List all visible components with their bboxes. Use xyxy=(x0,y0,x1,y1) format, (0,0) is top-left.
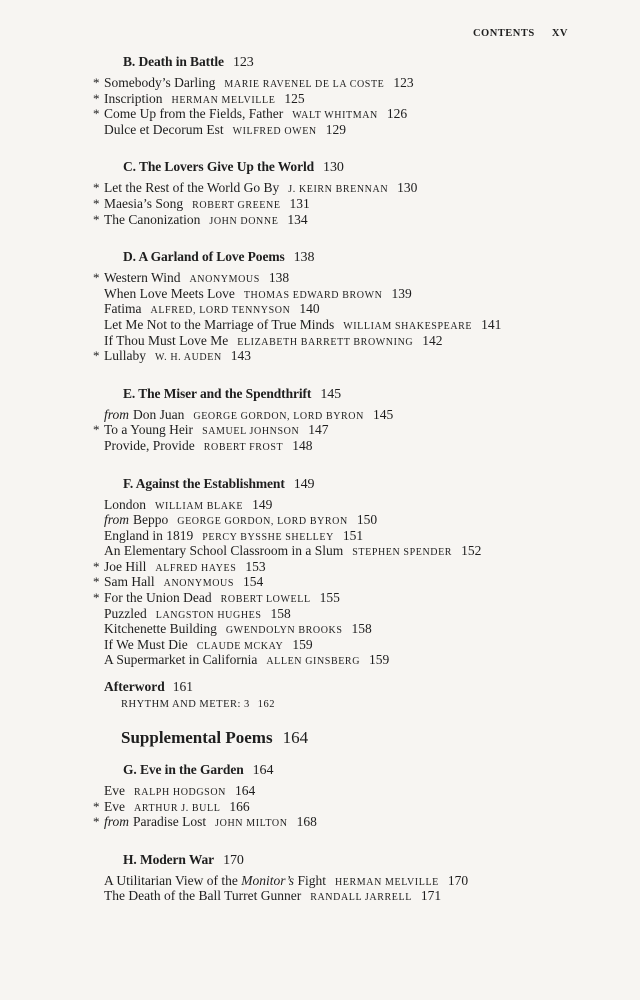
asterisk-marker: * xyxy=(93,270,100,286)
toc-entry xyxy=(93,348,640,364)
entry-page: 153 xyxy=(245,558,266,574)
entry-page: 142 xyxy=(422,332,443,348)
entry-author: ROBERT LOWELL xyxy=(220,594,311,606)
entry-author: ARTHUR J. BULL xyxy=(134,802,221,814)
section-heading xyxy=(123,470,640,497)
entry-author: HERMAN MELVILLE xyxy=(334,876,439,888)
afterword-page: 161 xyxy=(172,679,193,695)
entry-title: London xyxy=(104,496,146,512)
entry-title: If Thou Must Love Me xyxy=(104,332,229,348)
entry-title: Dulce et Decorum Est xyxy=(104,121,224,137)
toc-entry xyxy=(93,558,640,575)
entry-page: 149 xyxy=(252,496,273,512)
running-header-title: CONTENTS xyxy=(472,28,535,39)
toc-entry xyxy=(104,606,640,622)
entry-title: Paradise Lost xyxy=(133,814,207,830)
entry-title-italic: Monitor’s xyxy=(241,872,295,888)
asterisk-marker: * xyxy=(93,574,100,590)
afterword-heading xyxy=(104,678,640,696)
entry-author: GWENDOLYN BROOKS xyxy=(225,625,343,637)
entry-author: WILLIAM BLAKE xyxy=(155,500,244,512)
entry-author: RANDALL JARRELL xyxy=(310,892,412,904)
entry-author: HERMAN MELVILLE xyxy=(171,94,276,106)
entry-title: Eve xyxy=(104,798,125,814)
supplemental-heading xyxy=(121,720,640,756)
toc-section xyxy=(0,153,640,227)
entry-author: CLAUDE MCKAY xyxy=(196,640,284,652)
entry-page: 158 xyxy=(351,621,372,637)
entry-title: Fatima xyxy=(104,301,142,317)
entry-title: A Supermarket in California xyxy=(104,652,258,668)
entry-author: ALFRED, LORD TENNYSON xyxy=(150,305,291,317)
afterword-sub-page: 162 xyxy=(257,699,276,711)
entry-author: THOMAS EDWARD BROWN xyxy=(243,289,383,301)
entry-author: SAMUEL JOHNSON xyxy=(202,426,300,438)
entry-page: 141 xyxy=(481,316,502,332)
entry-author: ALFRED HAYES xyxy=(155,562,237,574)
entry-title: For the Union Dead xyxy=(104,590,212,606)
supplemental-title: Supplemental Poems xyxy=(121,728,273,748)
entry-title: Kitchenette Building xyxy=(104,621,217,637)
entry-title: Let Me Not to the Marriage of True Minds xyxy=(104,316,335,332)
entry-page: 168 xyxy=(296,814,317,830)
toc-section xyxy=(0,846,640,904)
toc-entry xyxy=(93,814,640,830)
afterword-subentry xyxy=(121,696,640,714)
entry-page: 158 xyxy=(270,605,291,621)
entry-page: 152 xyxy=(461,543,482,559)
entry-page: 138 xyxy=(268,270,290,286)
toc-entry xyxy=(104,407,640,423)
asterisk-marker: * xyxy=(93,558,100,574)
running-header xyxy=(473,28,568,39)
section-page: 130 xyxy=(323,160,344,176)
sections-before-afterword xyxy=(0,48,640,668)
toc-entry xyxy=(93,180,640,196)
entry-title: Don Juan xyxy=(133,406,185,422)
asterisk-marker: * xyxy=(93,180,100,196)
toc-entry xyxy=(104,783,640,799)
entry-author: J. KEIRN BRENNAN xyxy=(288,184,389,196)
section-heading xyxy=(123,846,640,873)
toc-entry xyxy=(104,652,640,668)
toc-entry xyxy=(104,873,640,889)
section-title: D. A Garland of Love Poems xyxy=(123,249,285,265)
section-heading xyxy=(123,243,640,270)
toc-entry xyxy=(104,497,640,513)
entry-page: 159 xyxy=(369,652,390,668)
entry-author: JOHN DONNE xyxy=(209,215,279,227)
entry-page: 130 xyxy=(397,180,418,196)
entry-page: 171 xyxy=(420,888,442,904)
entry-page: 129 xyxy=(325,121,346,137)
section-heading xyxy=(123,48,640,75)
toc-entry xyxy=(93,211,640,228)
entry-title: Sam Hall xyxy=(104,574,155,590)
entry-title: Puzzled xyxy=(104,605,147,621)
entry-prefix: from xyxy=(104,406,130,422)
entry-author: ALLEN GINSBERG xyxy=(266,656,361,668)
toc-entry xyxy=(93,574,640,590)
entry-page: 170 xyxy=(447,872,469,888)
toc-section xyxy=(0,48,640,137)
entry-title: An Elementary School Classroom in a Slum xyxy=(104,543,344,559)
entry-author: LANGSTON HUGHES xyxy=(155,609,262,621)
page-number-roman: XV xyxy=(551,28,568,39)
entry-author: PERCY BYSSHE SHELLEY xyxy=(202,531,334,543)
toc-entry xyxy=(93,75,640,91)
entry-title: Western Wind xyxy=(104,270,181,286)
toc-entry xyxy=(104,333,640,349)
afterword-sub-label: RHYTHM AND METER: 3 xyxy=(121,699,250,711)
entry-author: RALPH HODGSON xyxy=(134,787,226,799)
section-page: 164 xyxy=(252,763,274,779)
entry-title: When Love Meets Love xyxy=(104,285,235,301)
asterisk-marker: * xyxy=(93,211,100,227)
entry-page: 159 xyxy=(292,636,313,652)
asterisk-marker: * xyxy=(93,798,100,814)
section-heading xyxy=(123,153,640,180)
entry-author: WILLIAM SHAKESPEARE xyxy=(343,320,473,332)
entry-prefix: from xyxy=(104,814,130,830)
entry-author: ROBERT GREENE xyxy=(192,199,281,211)
toc-entry xyxy=(93,798,640,815)
entry-page: 134 xyxy=(287,211,308,227)
toc-entry xyxy=(104,122,640,138)
toc-section xyxy=(0,470,640,669)
entry-title: To a Young Heir xyxy=(104,422,194,438)
entry-title: Joe Hill xyxy=(104,558,147,574)
entry-title: Lullaby xyxy=(104,348,146,364)
entry-title: England in 1819 xyxy=(104,527,194,543)
toc-entry xyxy=(104,301,640,317)
entry-title: If We Must Die xyxy=(104,636,188,652)
entry-author: MARIE RAVENEL DE LA COSTE xyxy=(224,79,385,90)
entry-page: 148 xyxy=(292,437,313,453)
section-title: C. The Lovers Give Up the World xyxy=(123,159,315,175)
toc-section xyxy=(0,380,640,454)
entry-page: 155 xyxy=(319,590,340,606)
toc-entry xyxy=(93,422,640,438)
entry-page: 123 xyxy=(393,75,414,90)
entry-author: STEPHEN SPENDER xyxy=(352,547,453,559)
section-page: 138 xyxy=(293,250,315,266)
entry-title: Provide, Provide xyxy=(104,437,195,453)
entry-title: Maesia’s Song xyxy=(104,195,184,211)
asterisk-marker: * xyxy=(93,590,100,606)
entry-author: GEORGE GORDON, LORD BYRON xyxy=(193,410,364,422)
entry-page: 125 xyxy=(284,90,305,106)
asterisk-marker: * xyxy=(93,348,100,364)
section-title: F. Against the Establishment xyxy=(123,475,285,491)
entry-author: JOHN MILTON xyxy=(215,818,288,830)
entry-title: Beppo xyxy=(133,512,169,528)
entry-author: WILFRED OWEN xyxy=(232,125,317,137)
toc-entry xyxy=(93,90,640,107)
entry-author: ANONYMOUS xyxy=(189,274,260,286)
section-title: H. Modern War xyxy=(123,851,215,867)
entry-title: The Canonization xyxy=(104,211,201,227)
entry-title: Somebody’s Darling xyxy=(104,75,216,90)
contents-list xyxy=(0,48,640,920)
section-page: 170 xyxy=(223,852,244,868)
section-heading xyxy=(123,380,640,407)
asterisk-marker: * xyxy=(93,422,100,438)
entry-page: 140 xyxy=(299,301,320,317)
entry-page: 139 xyxy=(391,285,412,301)
section-page: 145 xyxy=(320,386,342,402)
entry-page: 151 xyxy=(342,527,364,543)
afterword-block xyxy=(0,678,640,714)
supplemental-sections xyxy=(0,756,640,904)
entry-page: 166 xyxy=(229,798,250,814)
entry-page: 145 xyxy=(372,406,394,422)
asterisk-marker: * xyxy=(93,106,100,122)
entry-title: Come Up from the Fields, Father xyxy=(104,106,284,122)
toc-entry xyxy=(104,317,640,333)
section-title: G. Eve in the Garden xyxy=(123,762,244,778)
entry-author: W. H. AUDEN xyxy=(155,352,222,364)
toc-entry xyxy=(104,438,640,454)
entry-page: 147 xyxy=(308,422,329,438)
supplemental-page: 164 xyxy=(282,728,309,748)
entry-title: Inscription xyxy=(104,90,163,106)
asterisk-marker: * xyxy=(93,90,100,106)
toc-entry xyxy=(104,637,640,653)
asterisk-marker: * xyxy=(93,75,100,90)
toc-entry xyxy=(104,621,640,637)
section-heading xyxy=(123,756,640,783)
toc-entry xyxy=(104,512,640,528)
toc-entry xyxy=(93,590,640,606)
entry-author: ANONYMOUS xyxy=(163,578,235,590)
toc-entry xyxy=(104,528,640,544)
toc-entry xyxy=(93,195,640,212)
toc-section xyxy=(0,756,640,830)
section-page: 123 xyxy=(232,55,254,70)
entry-page: 150 xyxy=(356,512,378,528)
entry-title-rest: Fight xyxy=(294,872,326,888)
toc-section xyxy=(0,243,640,364)
toc-entry xyxy=(104,543,640,559)
entry-page: 143 xyxy=(230,348,252,364)
afterword-title: Afterword xyxy=(104,679,165,695)
toc-entry xyxy=(104,888,640,904)
entry-page: 164 xyxy=(234,783,256,799)
entry-title: The Death of the Ball Turret Gunner xyxy=(104,888,302,904)
entry-title: Let the Rest of the World Go By xyxy=(104,180,280,196)
entry-author: WALT WHITMAN xyxy=(292,110,378,122)
entry-title: Eve xyxy=(104,783,125,799)
section-title: B. Death in Battle xyxy=(123,54,224,69)
section-page: 149 xyxy=(293,476,315,492)
entry-prefix: from xyxy=(104,512,130,528)
entry-page: 126 xyxy=(386,106,408,122)
entry-title: A Utilitarian View of the xyxy=(104,872,242,888)
asterisk-marker: * xyxy=(93,195,100,211)
toc-entry xyxy=(93,106,640,122)
toc-entry xyxy=(104,286,640,302)
asterisk-marker: * xyxy=(93,814,100,830)
section-title: E. The Miser and the Spendthrift xyxy=(123,385,312,401)
entry-page: 131 xyxy=(289,195,310,211)
toc-entry xyxy=(93,270,640,286)
entry-page: 154 xyxy=(243,574,264,590)
entry-author: ELIZABETH BARRETT BROWNING xyxy=(237,336,414,348)
entry-author: ROBERT FROST xyxy=(203,441,284,453)
entry-author: GEORGE GORDON, LORD BYRON xyxy=(177,516,348,528)
